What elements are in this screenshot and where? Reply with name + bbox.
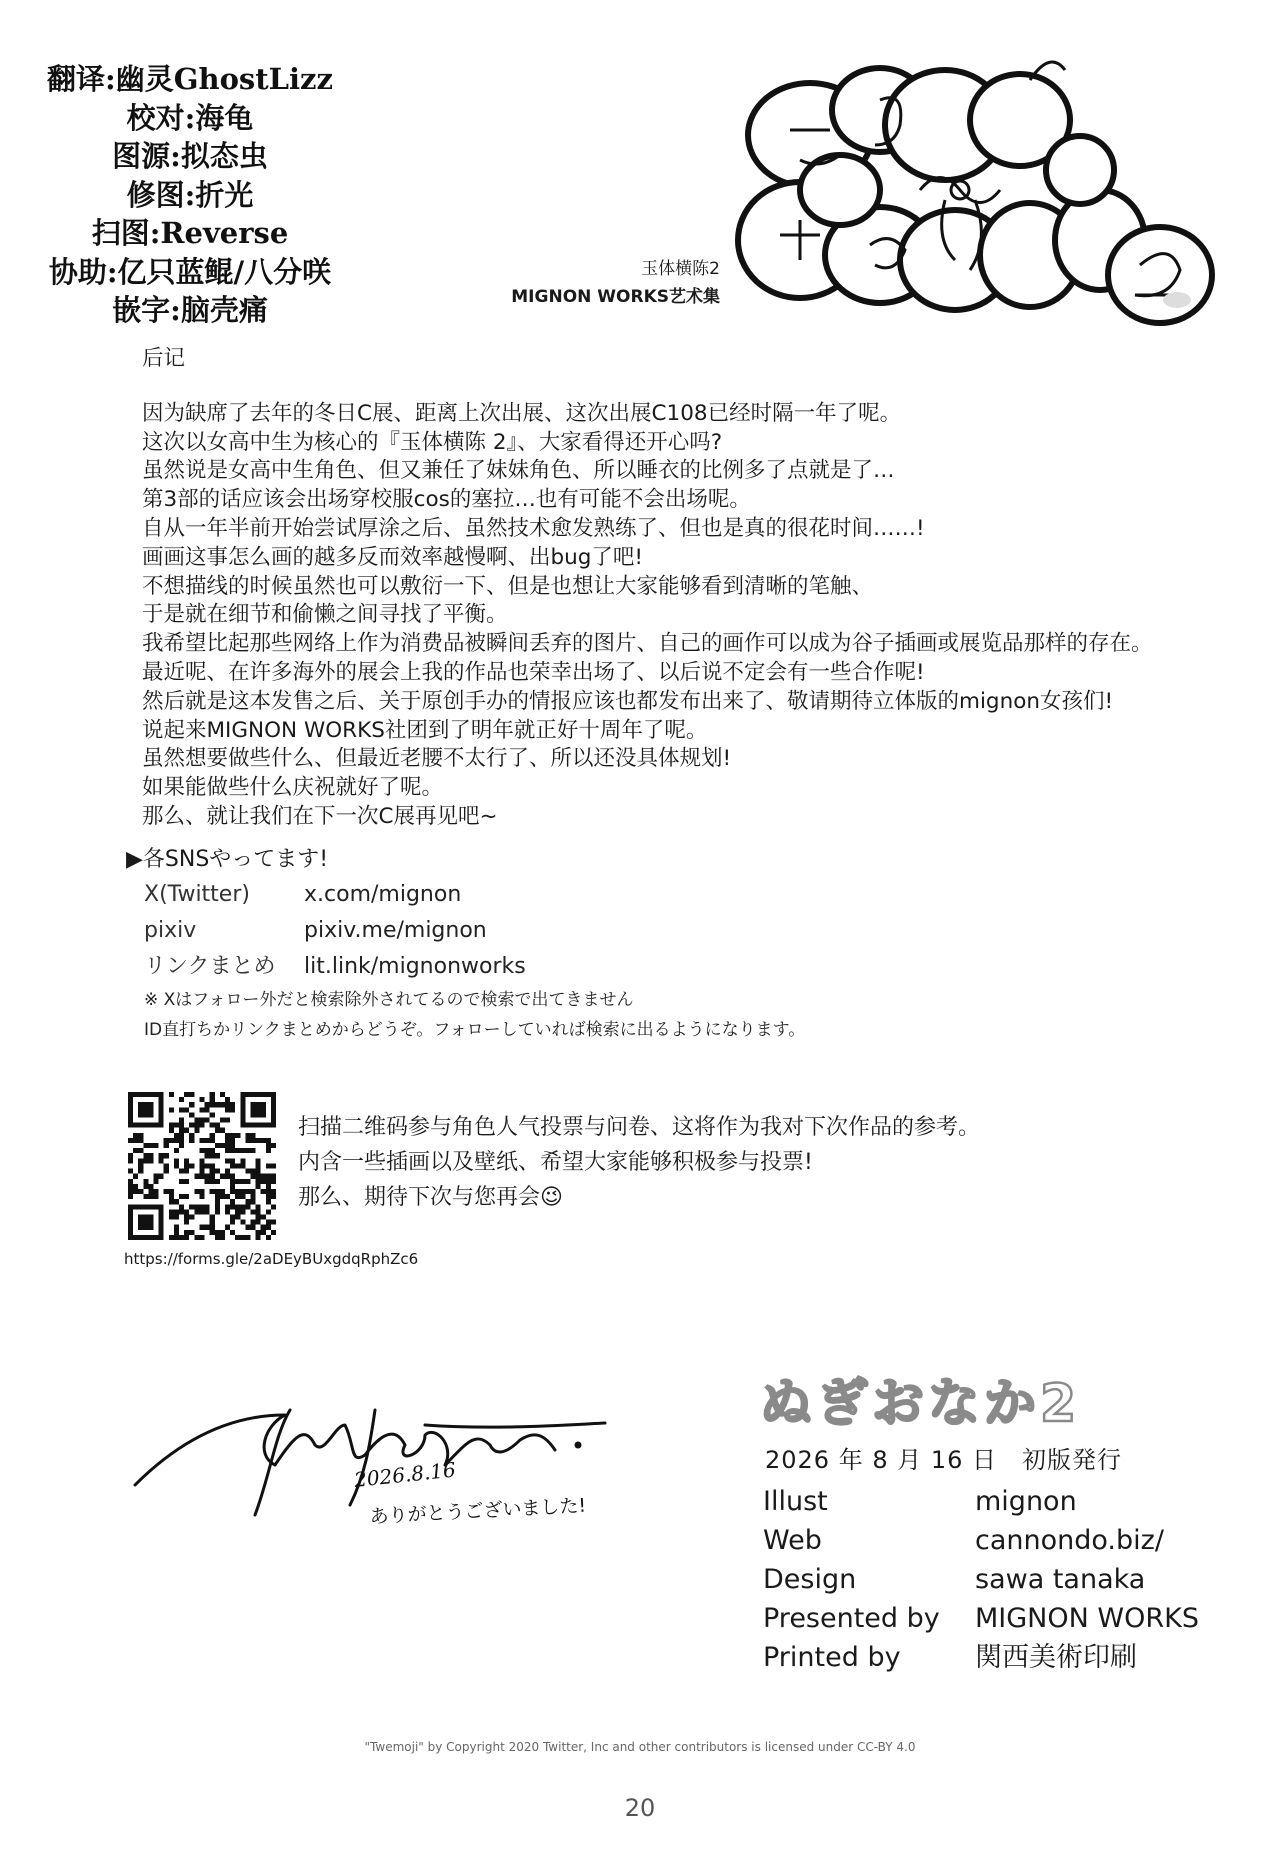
colophon-row (763, 1521, 1243, 1560)
wink-emoji-icon: 😉 (540, 1185, 563, 1210)
colophon-value: MIGNON WORKS (975, 1603, 1199, 1634)
sns-name: pixiv (144, 918, 197, 943)
survey-line: 内含一些插画以及壁纸、希望大家能够积极参与投票! (298, 1150, 813, 1175)
colophon-key: Illust (763, 1486, 828, 1517)
colophon-title-text: ぬぎおなか2 (760, 1374, 1081, 1434)
survey-line (298, 1180, 980, 1215)
colophon-row (763, 1638, 1243, 1677)
sns-name: リンクまとめ (144, 954, 276, 979)
sns-link-x[interactable]: x.com/mignon (304, 882, 462, 907)
afterword-body (142, 400, 1252, 832)
sns-row-litlink (126, 949, 1026, 985)
credit-translation: 翻译:幽灵GhostLizz (47, 62, 333, 96)
colophon-row (763, 1482, 1243, 1521)
afterword-line: 虽然想要做些什么、但最近老腰不太行了、所以还没具体规划! (142, 746, 732, 772)
sns-link-pixiv[interactable]: pixiv.me/mignon (304, 918, 487, 943)
afterword-title: 后记 (142, 346, 186, 371)
sns-note: ※ Xはフォロー外だと検索除外されてるので検索で出てきません (144, 990, 634, 1010)
colophon-date: 2026 年 8 月 16 日 初版発行 (765, 1446, 1123, 1474)
colophon-value: 関西美術印刷 (975, 1642, 1137, 1673)
sns-row-pixiv (126, 913, 1026, 949)
survey-url[interactable]: https://forms.gle/2aDEyBUxgdqRphZc6 (124, 1250, 419, 1268)
signature-date: 2026.8.16 (353, 1457, 457, 1492)
afterword-line: 那么、就让我们在下一次C展再见吧~ (142, 803, 498, 829)
book-title-logo (730, 40, 1250, 370)
afterword-line: 于是就在细节和偷懒之间寻找了平衡。 (142, 602, 508, 628)
colophon-key: Printed by (763, 1642, 901, 1673)
colophon-list (763, 1482, 1243, 1677)
colophon-key: Web (763, 1525, 822, 1556)
afterword-line: 这次以女高中生为核心的『玉体横陈 2』、大家看得还开心吗? (142, 429, 723, 455)
colophon-value[interactable]: cannondo.biz/ (975, 1525, 1164, 1556)
colophon-value: mignon (975, 1486, 1077, 1517)
page-number: 20 (624, 1794, 656, 1822)
twemoji-license: "Twemoji" by Copyright 2020 Twitter, Inc and other contributors is licensed under CC-BY 4.0 (364, 1740, 916, 1754)
afterword-line: 第3部的话应该会出场穿校服cos的塞拉…也有可能不会出场呢。 (142, 487, 751, 513)
credit-assist: 协助:亿只蓝鲲/八分咲 (48, 254, 332, 289)
afterword-line: 我希望比起那些网络上作为消费品被瞬间丢弃的图片、自己的画作可以成为谷子插画或展览品那样的存在。 (142, 631, 1153, 657)
colophon-value: sawa tanaka (975, 1564, 1146, 1595)
handwritten-signature (125, 1355, 625, 1530)
afterword-line: 如果能做些什么庆祝就好了呢。 (142, 775, 444, 801)
sns-note: ID直打ちかリンクまとめからどうぞ。フォローしていれば検索に出るようになります。 (144, 1020, 806, 1040)
afterword-line: 不想描线的时候虽然也可以敷衍一下、但是也想让大家能够看到清晰的笔触、 (142, 573, 874, 599)
afterword-line: 最近呢、在许多海外的展会上我的作品也荣幸出场了、以后说不定会有一些合作呢! (142, 659, 925, 685)
afterword-line: 画画这事怎么画的越多反而效率越慢啊、出bug了吧! (142, 544, 644, 570)
afterword-line: 因为缺席了去年的冬日C展、距离上次出展、这次出展C108已经时隔一年了呢。 (142, 400, 902, 426)
afterword-line: 虽然说是女高中生角色、但又兼任了妹妹角色、所以睡衣的比例多了点就是了… (142, 458, 895, 484)
afterword-line: 说起来MIGNON WORKS社团到了明年就正好十周年了呢。 (142, 717, 708, 743)
sns-heading: ▶各SNSやってます! (126, 847, 329, 872)
sns-name: X(Twitter) (144, 882, 250, 907)
afterword-line: 然后就是这本发售之后、关于原创手办的情报应该也都发布出来了、敬请期待立体版的mignon女孩们! (142, 688, 1114, 714)
credit-scan: 扫图:Reverse (91, 216, 289, 250)
survey-qr-code[interactable] (128, 1092, 276, 1240)
colophon-key: Presented by (763, 1603, 940, 1634)
credit-retouch: 修图:折光 (126, 177, 254, 212)
survey-text (298, 1110, 980, 1215)
survey-line: 扫描二维码参与角色人气投票与问卷、这将作为我对下次作品的参考。 (298, 1115, 981, 1140)
sns-link-litlink[interactable]: lit.link/mignonworks (304, 954, 526, 979)
sns-row-x (126, 877, 1026, 913)
caption-title: 玉体横陈2 (641, 259, 720, 279)
afterword-section (142, 345, 1252, 832)
colophon-title (760, 1366, 1120, 1436)
credit-typeset: 嵌字:脑壳痛 (112, 293, 268, 327)
credit-source: 图源:拟态虫 (112, 139, 268, 173)
colophon-key: Design (763, 1564, 857, 1595)
logo-caption (470, 255, 720, 311)
signature-message: ありがとうございました! (369, 1494, 587, 1528)
colophon-row (763, 1560, 1243, 1599)
colophon-row (763, 1599, 1243, 1638)
caption-subtitle: MIGNON WORKS艺术集 (511, 287, 720, 307)
survey-line-text: 那么、期待下次与您再会 (298, 1185, 541, 1210)
sns-section (126, 843, 1026, 1045)
credit-proofreading: 校对:海龟 (126, 100, 254, 135)
credits-block (30, 60, 350, 330)
afterword-line: 自从一年半前开始尝试厚涂之后、虽然技术愈发熟练了、但也是真的很花时间……! (142, 515, 925, 541)
